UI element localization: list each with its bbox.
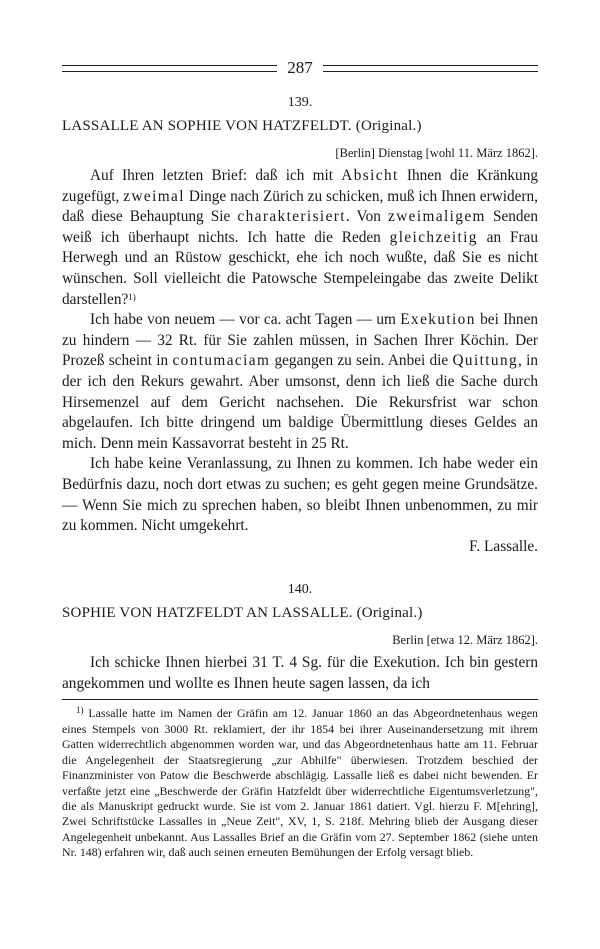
letter-140 [62, 581, 538, 694]
emphasis: Quittung [452, 352, 519, 370]
letter-139 [62, 94, 538, 557]
letter-number: 139. [287, 95, 313, 110]
letter-title: SOPHIE VON HATZFELDT AN LASSALLE. (Original.) [62, 605, 423, 622]
paragraph: Ich schicke Ihnen hierbei 31 T. 4 Sg. für die Exekution. Ich bin gestern angekommen und wollte es Ihnen heute sagen lassen, da ich [62, 654, 538, 692]
letter-number: 140. [287, 582, 313, 598]
footnote-marker: 1) [76, 705, 84, 716]
text-run: Dinge nach Zürich zu schicken, muß ich Ihnen erwidern, daß diese Behauptung Sie [62, 187, 538, 226]
text-run: Ihnen die Kränkung zugefügt, [62, 167, 538, 205]
paragraph [62, 310, 538, 454]
text-run: Ich habe von neuem — vor ca. acht Tagen — um [90, 311, 401, 329]
emphasis: Exekution [400, 311, 476, 329]
section-gap [62, 557, 538, 577]
running-header [62, 58, 538, 78]
emphasis: Absicht [341, 167, 399, 184]
text-run: Senden weiß ich überhaupt nichts. Ich hatte die Reden [62, 208, 538, 246]
emphasis: charakterisiert [237, 208, 346, 226]
text-run: . Von [345, 208, 389, 226]
signature: F. Lassalle. [469, 537, 538, 555]
text-run: gegangen zu sein. Anbei die [270, 352, 453, 370]
header-rule-left [62, 65, 277, 72]
letter-body [62, 653, 538, 694]
footnote [62, 706, 538, 860]
text-run: bei Ihnen zu hindern — 32 Rt. für Sie zahlen müssen, in Sachen Ihrer Köchin. Der Prozeß scheint in [62, 311, 539, 370]
footnote-reference[interactable]: 1) [128, 291, 136, 302]
paragraph: Ich habe keine Veranlassung, zu Ihnen zu kommen. Ich habe weder ein Bedürfnis dazu, noch dort etwas zu suchen; es geht gegen meine Grundsätze. — Wenn Sie mich zu sprechen haben, so bleibt Ihnen unbenommen, zu mir zu kommen. Nicht umgekehrt. [62, 455, 538, 535]
footnote-rule [62, 699, 538, 700]
emphasis: contumaciam [172, 352, 271, 370]
page-content [62, 90, 538, 861]
text-run: , in der ich den Rekurs gewahrt. Aber umsonst, denn ich ließ die Sache durch Hirsemenzel auf dem Gericht nachsehen. Die Rekursfrist war schon abgelaufen. Ich bitte dringend um baldige Übermittlung dieses Geldes an mich. Denn mein Kassavorrat besteht in 25 Rt. [62, 352, 539, 452]
emphasis: zweimaligem [388, 208, 486, 226]
header-rule-right [323, 65, 538, 72]
text-run: Auf Ihren letzten Brief: daß ich mit [90, 167, 342, 184]
paragraph [62, 166, 538, 310]
letter-date: [Berlin] Dienstag [wohl 11. März 1862]. [335, 146, 538, 160]
emphasis: zweimal [123, 187, 185, 205]
footnote-text: Lassalle hatte im Namen der Gräfin am 12. Januar 1860 an das Abgeordnetenhaus wegen eines Stempels von 3000 Rt. reklamiert, der ihr 1854 bei ihrer Auseinandersetzung mit ihrem Gatten widerrechtlich abgenommen worden war, und das Abgeordnetenhaus hatte am 11. Februar die Angelegenheit der Staatsregierung „zur Abhilfe" überwiesen. Trotzdem beschied der Finanzminister von Patow die Beschwerde abschlägig. Lassalle ließ es dabei nicht bewenden. Er verfaßte jetzt eine „Beschwerde der Gräfin Hatzfeldt über widerrechtliche Eigentumsverletzung", die als Manuskript gedruckt wurde. Sie ist vom 2. Januar 1861 datiert. Vgl. hierzu F. M[ehring], Zwei Schriftstücke Lassalles in „Neue Zeit", XV, 1, S. 218f. Mehring blieb der Ausgang dieser Angelegenheit unbekannt. Aus Lassalles Brief an die Gräfin vom 27. September 1862 (siehe unten Nr. 148) erfahren wir, daß auch seinen erneuten Bemühungen der Erfolg versagt blieb. [62, 706, 538, 860]
letter-date: Berlin [etwa 12. März 1862]. [392, 633, 538, 648]
emphasis: gleichzeitig [389, 228, 478, 246]
page-number: 287 [287, 58, 313, 77]
letter-body [62, 166, 538, 537]
letter-title: LASSALLE AN SOPHIE VON HATZFELDT. (Original.) [62, 118, 422, 134]
text-run: an Frau Herwegh und an Rüstow geschickt, ehe ich noch wußte, daß Sie es nicht wünschen. Soll vielleicht die Patowsche Stempeleingabe das zweite Delikt darstellen? [62, 228, 538, 308]
